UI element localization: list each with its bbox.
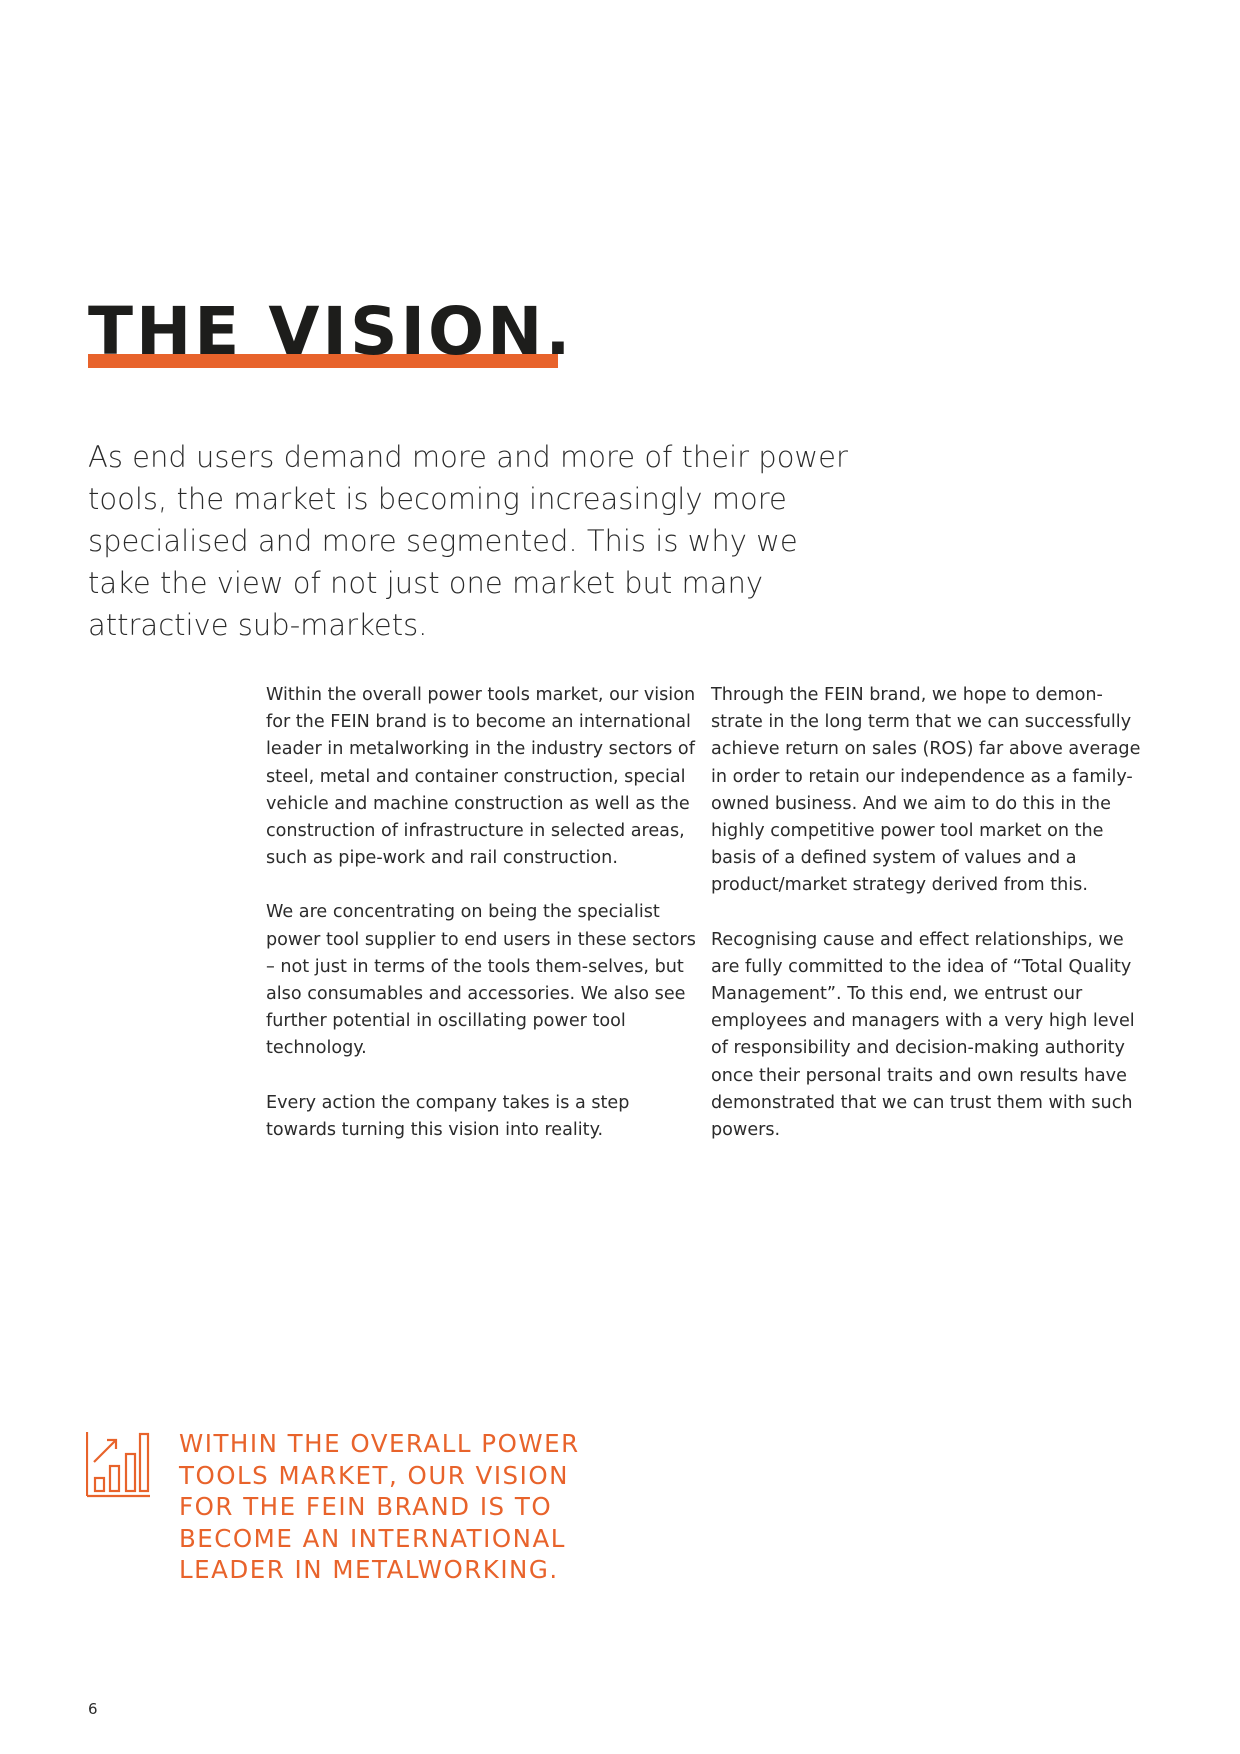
- body-paragraph: Through the FEIN brand, we hope to demon-strate in the long term that we can successfully achieve return on sales (ROS) far above average in order to retain our independence as a family-owned business. And we aim to do this in the highly competitive power tool market on the basis of a defined system of values and a product/market strategy derived from this.: [711, 685, 1141, 896]
- body-paragraph: Within the overall power tools market, our vision for the FEIN brand is to become an international leader in metalworking in the industry sectors of steel, metal and container construction, special vehicle and machine construction as well as the construction of infrastructure in selected areas, such as pipe-work and rail construction.: [266, 685, 696, 869]
- growth-chart-icon: [86, 1432, 150, 1498]
- text-column-right: [711, 682, 1141, 1171]
- text-column-left: [266, 682, 696, 1171]
- callout-quote: WITHIN THE OVERALL POWER TOOLS MARKET, OUR VISION FOR THE FEIN BRAND IS TO BECOME AN INTERNATIONAL LEADER IN METALWORKING.: [179, 1429, 580, 1584]
- body-paragraph: Recognising cause and effect relationships, we are fully committed to the idea of “Total Quality Management”. To this end, we entrust our employees and managers with a very high level of responsibility and decision-making authority once their personal traits and own results have demonstrated that we can trust them with such powers.: [711, 929, 1135, 1141]
- page-number: 6: [88, 1700, 98, 1718]
- page-title-block: [88, 293, 688, 370]
- intro-paragraph: As end users demand more and more of their power tools, the market is becoming increasingly more specialised and more segmented. This is why we take the view of not just one market but many attractive sub-markets.: [88, 440, 848, 642]
- body-paragraph: Every action the company takes is a step towards turning this vision into reality.: [266, 1092, 630, 1140]
- page-title: THE VISION.: [88, 293, 574, 370]
- body-paragraph: We are concentrating on being the specialist power tool supplier to end users in these sectors – not just in terms of the tools them-selves, but also consumables and accessories. We also see further potential in oscillating power tool technology.: [266, 902, 696, 1059]
